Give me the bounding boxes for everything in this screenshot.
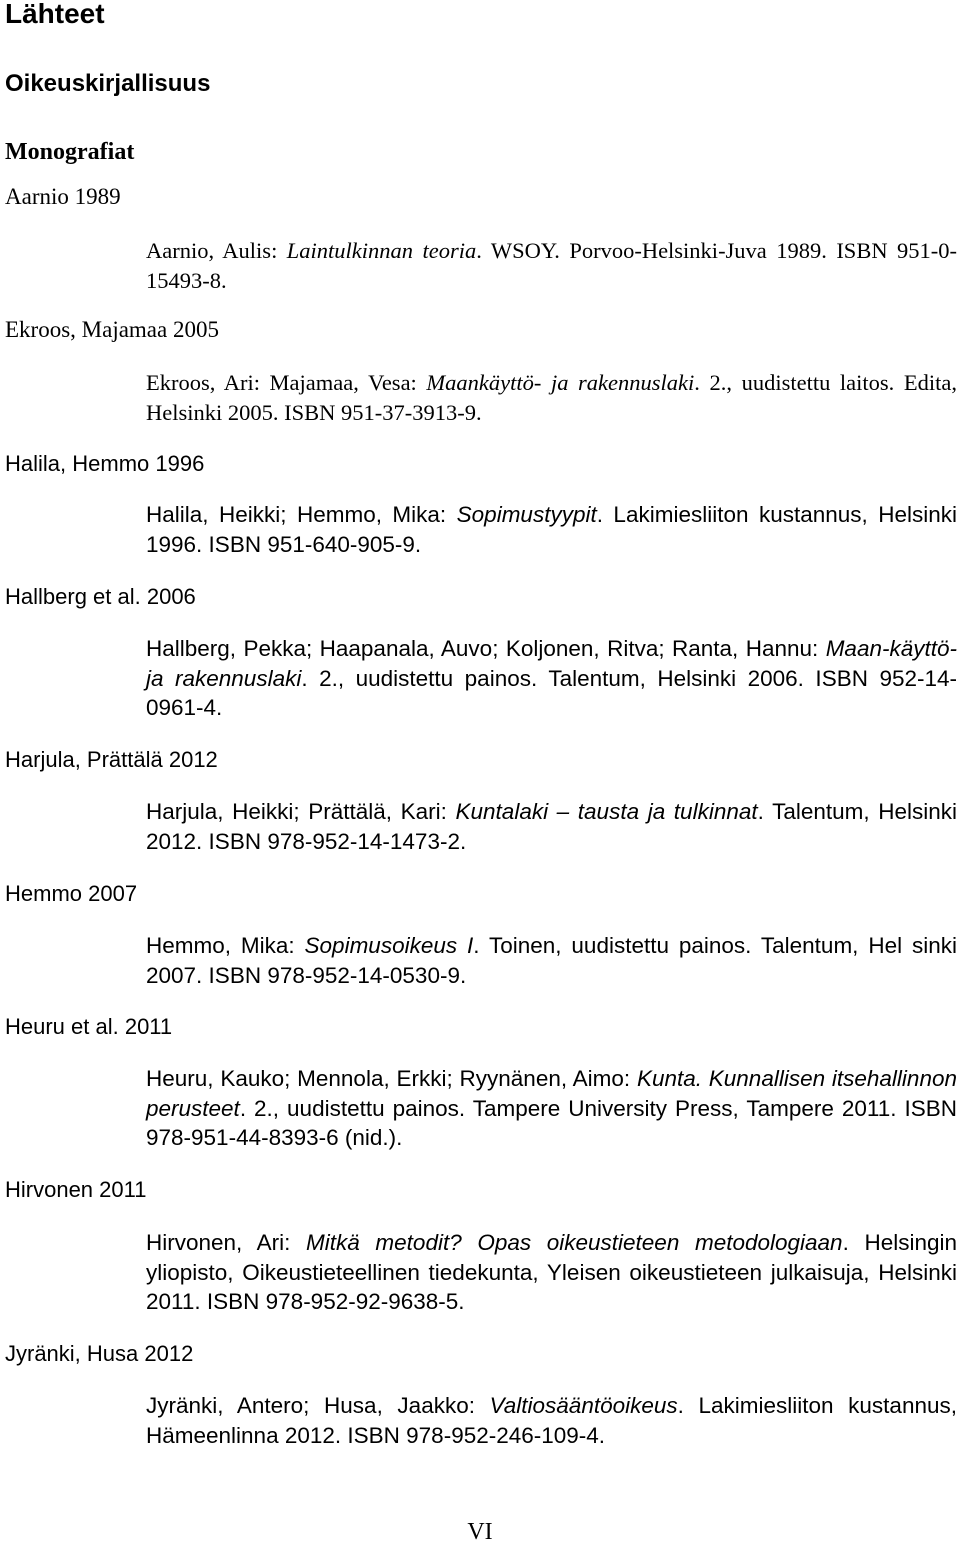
reference-text: Hemmo, Mika: <box>146 933 305 958</box>
reference-text: Hirvonen, Ari: <box>146 1230 307 1255</box>
reference-entry <box>146 797 957 856</box>
reference-title: Sopimusoikeus I <box>304 933 474 958</box>
page-title: Lähteet <box>5 0 105 29</box>
reference-key: Aarnio 1989 <box>5 184 121 209</box>
reference-text: Jyränki, Antero; Husa, Jaakko: <box>146 1393 490 1418</box>
reference-key: Jyränki, Husa 2012 <box>5 1341 194 1366</box>
reference-entry <box>146 500 957 559</box>
reference-title: Kunta. Kunnallisen itsehallinnon perusteet <box>146 1066 957 1121</box>
reference-text: Harjula, Heikki; Prättälä, Kari: <box>146 799 456 824</box>
reference-text: . Talentum, Helsinki 2012. ISBN 978-952-14-1473-2. <box>146 799 957 854</box>
reference-title: Maankäyttö- ja rakennuslaki <box>426 370 695 395</box>
reference-entry <box>146 1064 957 1153</box>
reference-text: . 2., uudistettu laitos. Edita, Helsinki 2005. ISBN 951-37-3913-9. <box>146 370 958 425</box>
reference-text: . Helsingin yliopisto, Oikeustieteellinen tiedekunta, Yleisen oikeustieteen julkaisuja, Helsinki 2011. ISBN 978-952-92-9638-5. <box>146 1230 957 1314</box>
reference-entry <box>146 368 957 427</box>
reference-key: Heuru et al. 2011 <box>5 1014 173 1039</box>
reference-key: Harjula, Prättälä 2012 <box>5 747 218 772</box>
reference-text: . 2., uudistettu painos. Talentum, Helsinki 2006. ISBN 952-14-0961-4. <box>146 665 958 720</box>
reference-title: Mitkä metodit? Opas oikeustieteen metodologiaan <box>306 1230 843 1255</box>
reference-text: Heuru, Kauko; Mennola, Erkki; Ryynänen, Aimo: <box>146 1066 637 1091</box>
reference-entry <box>146 236 957 295</box>
reference-entry <box>146 1228 957 1317</box>
reference-title: Kuntalaki – tausta ja tulkinnat <box>455 799 758 824</box>
reference-entry <box>146 1391 957 1450</box>
reference-text: Ekroos, Ari: Majamaa, Vesa: <box>146 370 427 395</box>
reference-text: Halila, Heikki; Hemmo, Mika: <box>146 502 457 527</box>
reference-text: . Lakimiesliiton kustannus, Helsinki 1996. ISBN 951-640-905-9. <box>146 502 957 557</box>
reference-text: . Toinen, uudistettu painos. Talentum, Hel sinki 2007. ISBN 978-952-14-0530-9. <box>146 933 957 988</box>
reference-text: Aarnio, Aulis: <box>146 238 287 263</box>
reference-key: Hemmo 2007 <box>5 881 138 906</box>
reference-text: Hallberg, Pekka; Haapanala, Auvo; Koljonen, Ritva; Ranta, Hannu: <box>146 636 826 661</box>
reference-entry <box>146 931 957 990</box>
reference-title: Sopimustyypit <box>456 502 597 527</box>
reference-text: . WSOY. Porvoo-Helsinki-Juva 1989. ISBN 951-0-15493-8. <box>146 238 958 293</box>
reference-entry <box>146 634 957 723</box>
reference-key: Ekroos, Majamaa 2005 <box>5 317 219 342</box>
section-heading: Oikeuskirjallisuus <box>5 70 211 97</box>
reference-title: Maan-käyttö- ja rakennuslaki <box>146 636 957 691</box>
subsection-heading: Monografiat <box>5 139 135 165</box>
reference-key: Halila, Hemmo 1996 <box>5 451 205 476</box>
reference-title: Laintulkinnan teoria <box>286 238 477 263</box>
reference-title: Valtiosääntöoikeus <box>489 1393 678 1418</box>
reference-text: . Lakimiesliiton kustannus, Hämeenlinna 2012. ISBN 978-952-246-109-4. <box>146 1393 957 1448</box>
reference-key: Hallberg et al. 2006 <box>5 584 196 609</box>
page-number: VI <box>467 1519 493 1545</box>
reference-text: . 2., uudistettu painos. Tampere University Press, Tampere 2011. ISBN 978-951-44-8393-6 (nid.). <box>146 1095 957 1150</box>
reference-key: Hirvonen 2011 <box>5 1177 147 1202</box>
